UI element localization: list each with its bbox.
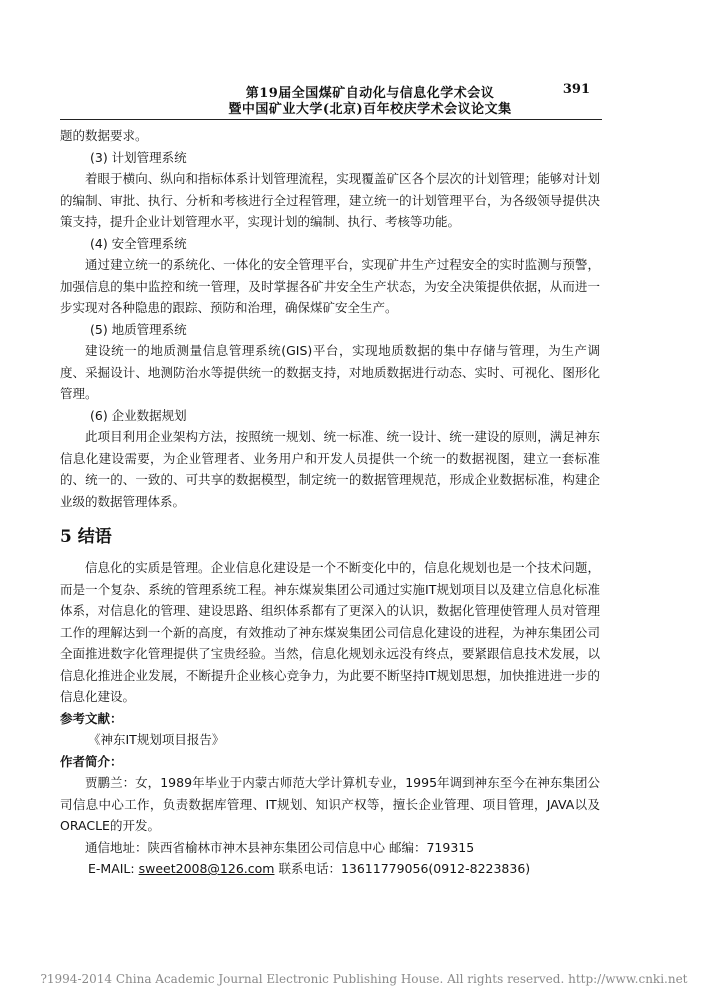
paragraph-conclusion: 信息化的实质是管理。企业信息化建设是一个不断变化中的，信息化规划也是一个技术问题，而是一个复杂、系统的管理系统工程。神东煤炭集团公司通过实施IT规划项目以及建立信息化标准体系，对信息化的管理、建设思路、组织体系都有了更深入的认识，数据化管理使管理人员对管理工作的理解达到一个新的高度，有效推动了神东煤炭集团公司信息化建设的进程，为神东集团公司全面推进数字化管理提供了宝贵经验。当然，信息化规划永远没有终点，要紧跟信息技术发展，以信息化推进企业发展，不断提升企业核心竞争力，为此要不断坚持IT规划思想，加快推进进一步的信息化建设。 xyxy=(60,560,600,704)
author-bio: 贾鹏兰：女，1989年毕业于内蒙古师范大学计算机专业，1995年调到神东至今在神东集团公司信息中心工作，负责数据库管理、IT规划、知识产权等，擅长企业管理、项目管理，JAVA以及ORACLE的开发。 xyxy=(60,775,600,833)
copyright-footer: ?1994-2014 China Academic Journal Electronic Publishing House. All rights reserved. http://www.cnki.net xyxy=(40,972,688,986)
paragraph-data: 此项目利用企业架构方法，按照统一规划、统一标准、统一设计、统一建设的原则，满足神东信息化建设需要，为企业管理者、业务用户和开发人员提供一个统一的数据视图，建立一套标准的、统一的、一致的、可共享的数据模型，制定统一的数据管理规范，形成企业数据标准，构建企业级的数据管理体系。 xyxy=(60,429,600,509)
phone-text: 联系电话：13611779056(0912-8223836) xyxy=(278,861,531,876)
page-number: 391 xyxy=(562,82,590,97)
running-header-title: 第19届全国煤矿自动化与信息化学术会议 xyxy=(245,86,495,101)
author-address: 通信地址：陕西省榆林市神木县神东集团公司信息中心 邮编：719315 xyxy=(85,839,475,855)
paragraph-plan: 着眼于横向、纵向和指标体系计划管理流程，实现覆盖矿区各个层次的计划管理；能够对计划的编制、审批、执行、分析和考核进行全过程管理，建立统一的计划管理平台，为各级领导提供决策支持，提升企业计划管理水平，实现计划的编制、执行、考核等功能。 xyxy=(60,171,600,229)
reference-item: 《神东IT规划项目报告》 xyxy=(88,732,225,747)
paragraph-safety: 通过建立统一的系统化、一体化的安全管理平台，实现矿井生产过程安全的实时监测与预警，加强信息的集中监控和统一管理，及时掌握各矿井安全生产状态，为安全决策提供依据，从而进一步实现对各种隐患的跟踪、预防和治理，确保煤矿安全生产。 xyxy=(60,257,600,315)
running-header-subtitle: 暨中国矿业大学(北京)百年校庆学术会议论文集 xyxy=(228,102,512,117)
section-heading-conclusion: 5 结语 xyxy=(60,527,112,547)
email-link[interactable]: sweet2008@126.com xyxy=(138,861,275,876)
subsection-heading-data: (6) 企业数据规划 xyxy=(90,407,187,423)
header-rule xyxy=(60,119,602,120)
email-label: E-MAIL: xyxy=(88,861,135,876)
paragraph-geology: 建设统一的地质测量信息管理系统(GIS)平台，实现地质数据的集中存储与管理，为生产调度、采掘设计、地测防治水等提供统一的数据支持，对地质数据进行动态、实时、可视化、图形化管理。 xyxy=(60,343,600,401)
subsection-heading-plan: (3) 计划管理系统 xyxy=(90,149,187,165)
subsection-heading-safety: (4) 安全管理系统 xyxy=(90,235,187,251)
author-bio-heading: 作者简介： xyxy=(60,753,123,769)
paragraph-continuation: 题的数据要求。 xyxy=(60,128,148,143)
subsection-heading-geology: (5) 地质管理系统 xyxy=(90,321,187,337)
body-text xyxy=(60,125,600,880)
references-heading: 参考文献： xyxy=(60,710,123,726)
author-contact xyxy=(60,858,600,880)
